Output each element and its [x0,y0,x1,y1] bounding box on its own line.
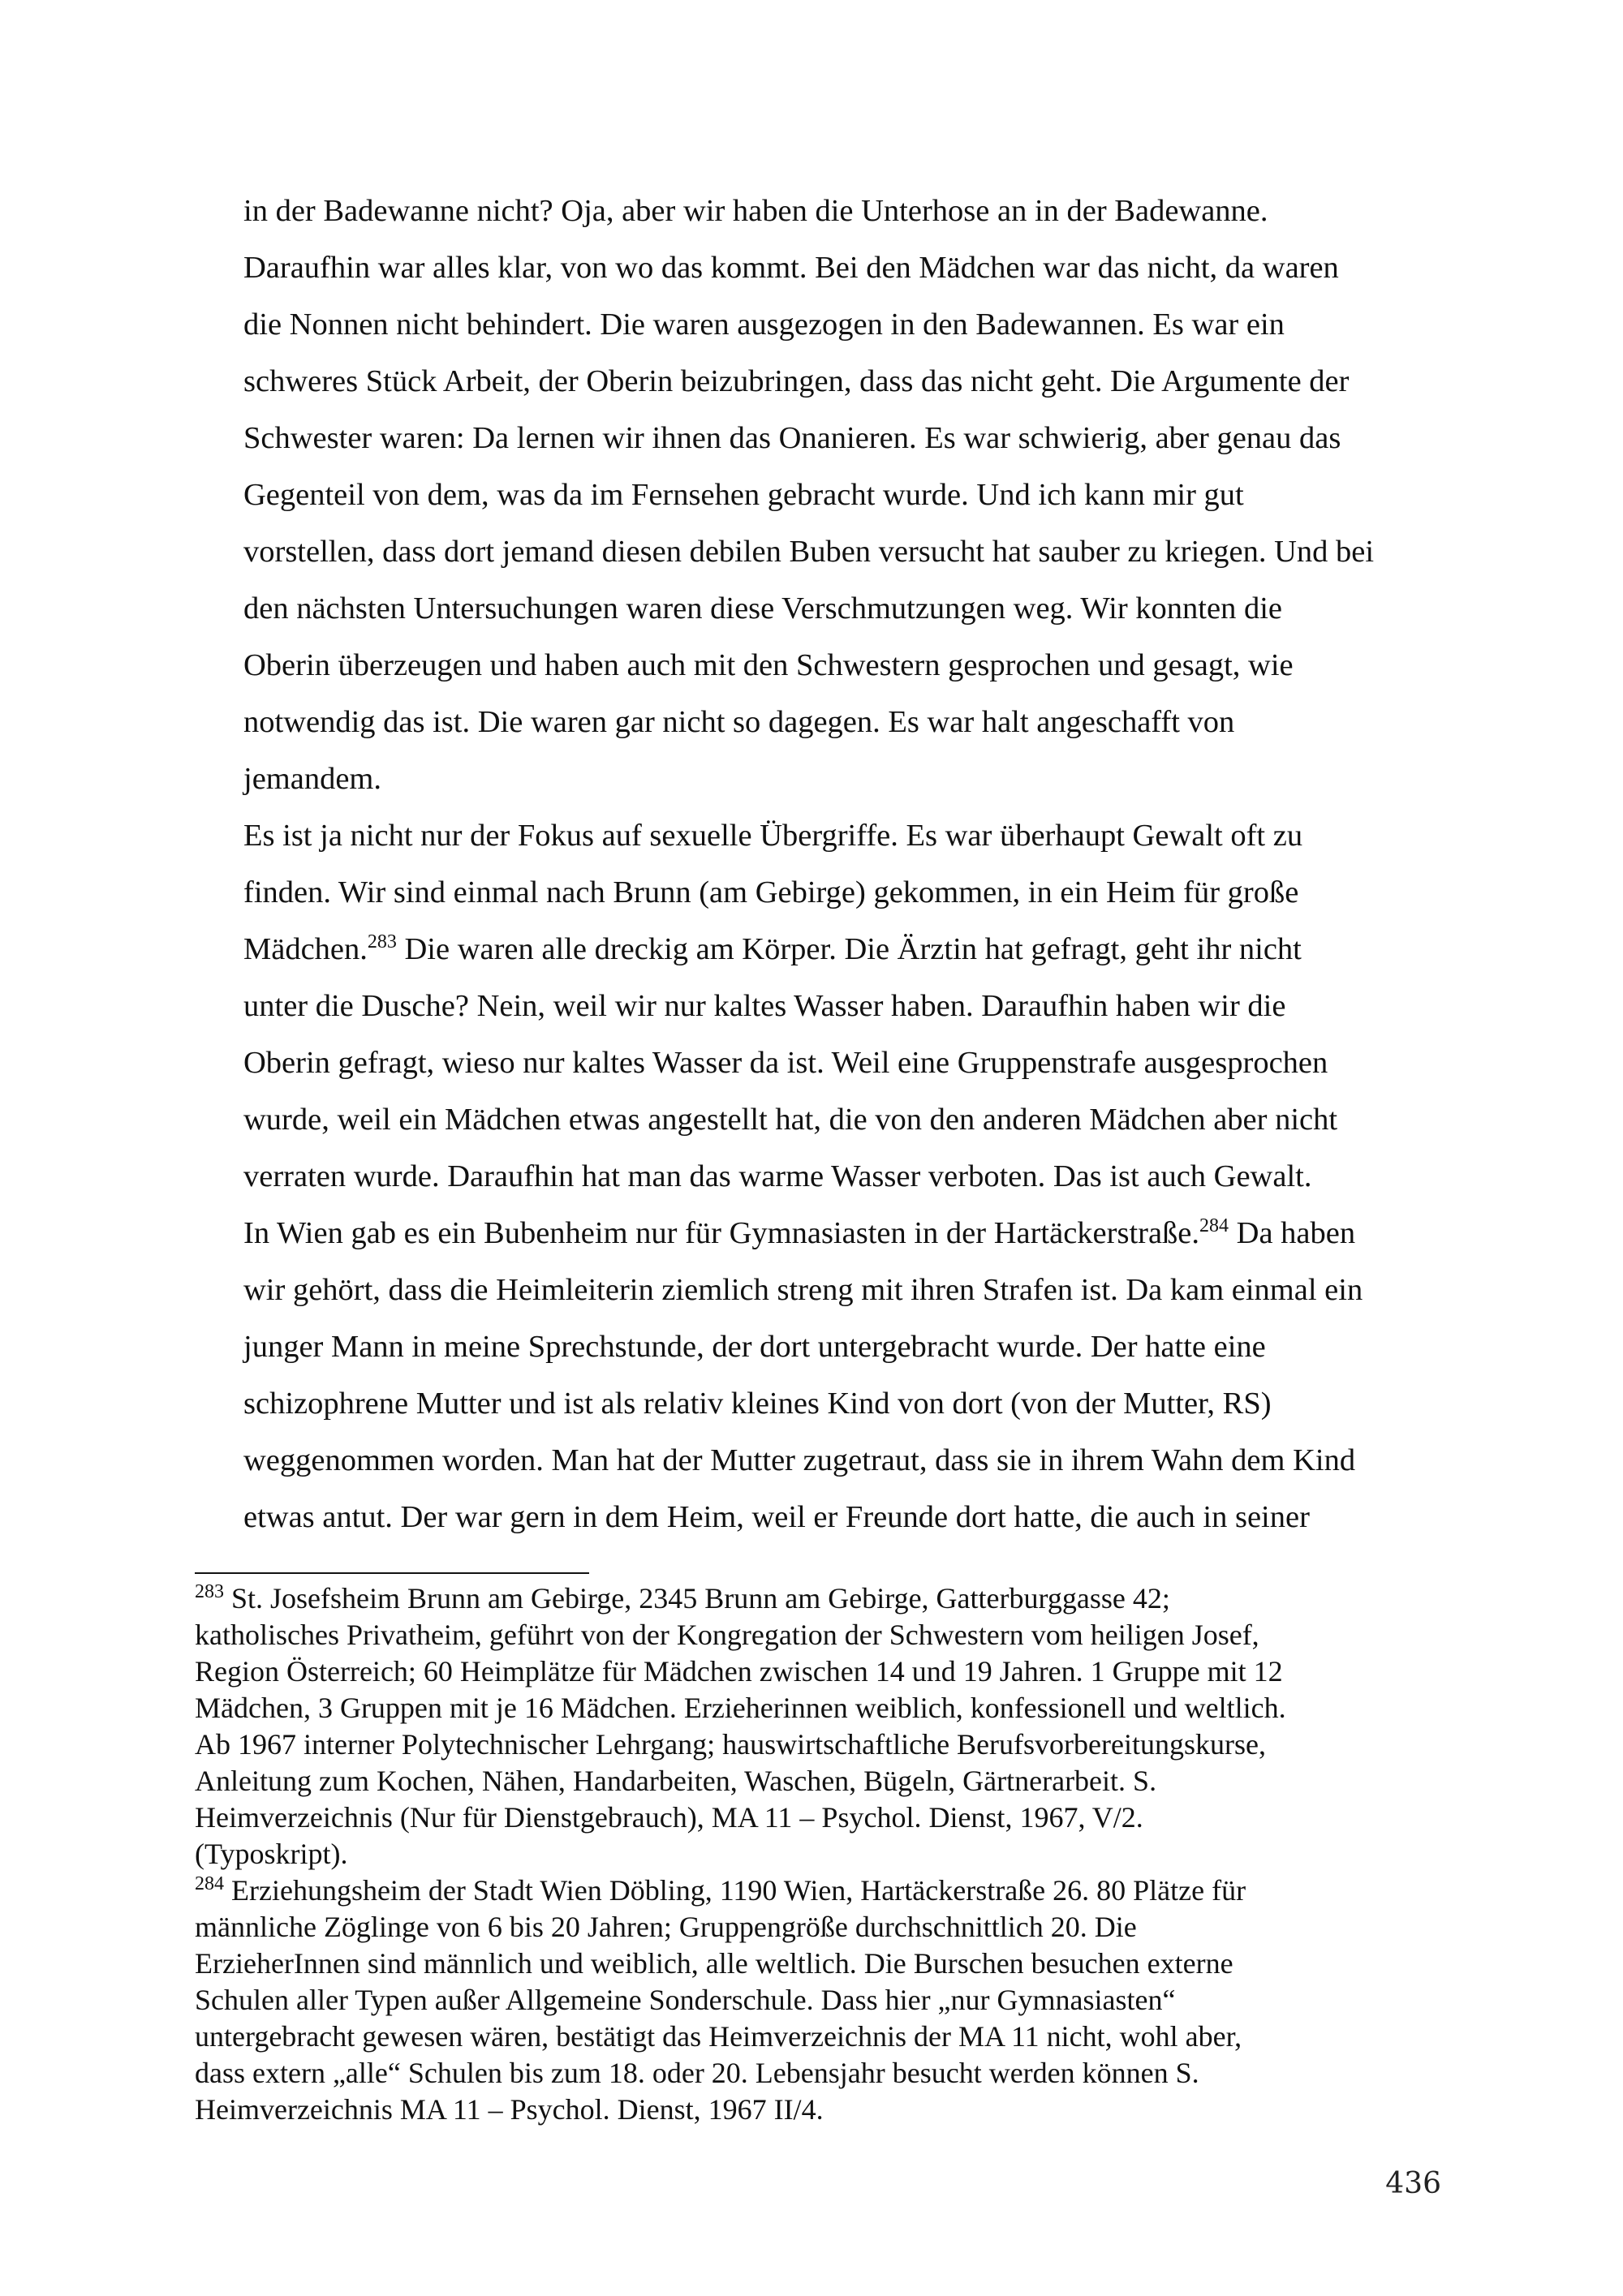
footnote-ref-283[interactable]: 283 [367,931,397,952]
body-line: schizophrene Mutter und ist als relativ kleines Kind von dort (von der Mutter, RS) [243,1387,1272,1421]
footnote-line: Ab 1967 interner Polytechnischer Lehrgang; hauswirtschaftliche Berufsvorbereitungskurse, [195,1728,1266,1761]
footnote-line: Anleitung zum Kochen, Nähen, Handarbeiten, Waschen, Bügeln, Gärtnerarbeit. S. [195,1765,1157,1797]
footnote-line: Schulen aller Typen außer Allgemeine Sonderschule. Dass hier „nur Gymnasiasten“ [195,1984,1176,2016]
body-text [243,183,1444,1546]
body-line-text: Die waren alle dreckig am Körper. Die Ärztin hat gefragt, geht ihr nicht [396,932,1302,966]
footnote-text: Erziehungsheim der Stadt Wien Döbling, 1190 Wien, Hartäckerstraße 26. 80 Plätze für [224,1874,1246,1907]
body-line: schweres Stück Arbeit, der Oberin beizubringen, dass das nicht geht. Die Argumente der [243,364,1350,398]
body-line-text: Mädchen. [243,932,368,966]
footnote-line: Heimverzeichnis (Nur für Dienstgebrauch), MA 11 – Psychol. Dienst, 1967, V/2. [195,1801,1143,1834]
footnote-line: Heimverzeichnis MA 11 – Psychol. Dienst, 1967 II/4. [195,2093,824,2126]
footnote-ref-284[interactable]: 284 [1199,1215,1229,1236]
footnote-separator [195,1572,589,1574]
body-line: den nächsten Untersuchungen waren diese Verschmutzungen weg. Wir konnten die [243,591,1282,626]
footnote-line: dass extern „alle“ Schulen bis zum 18. oder 20. Lebensjahr besucht werden können S. [195,2057,1199,2089]
footnote-284 [195,1872,1461,2128]
body-line: wurde, weil ein Mädchen etwas angestellt hat, die von den anderen Mädchen aber nicht [243,1103,1338,1137]
body-line: notwendig das ist. Die waren gar nicht so dagegen. Es war halt angeschafft von [243,705,1235,739]
body-line: unter die Dusche? Nein, weil wir nur kaltes Wasser haben. Daraufhin haben wir die [243,989,1286,1023]
body-line-text: In Wien gab es ein Bubenheim nur für Gymnasiasten in der Hartäckerstraße. [243,1216,1200,1250]
body-line: Schwester waren: Da lernen wir ihnen das Onanieren. Es war schwierig, aber genau das [243,421,1341,455]
body-line: wir gehört, dass die Heimleiterin ziemlich streng mit ihren Strafen ist. Da kam einmal ein [243,1273,1363,1307]
body-line: junger Mann in meine Sprechstunde, der dort untergebracht wurde. Der hatte eine [243,1330,1266,1364]
footnote-number: 283 [195,1581,224,1602]
body-line-with-footnote-ref [243,921,1444,978]
footnote-text: St. Josefsheim Brunn am Gebirge, 2345 Brunn am Gebirge, Gatterburggasse 42; [224,1582,1170,1615]
body-line: Oberin gefragt, wieso nur kaltes Wasser da ist. Weil eine Gruppenstrafe ausgesprochen [243,1046,1328,1080]
body-line: in der Badewanne nicht? Oja, aber wir haben die Unterhose an in der Badewanne. [243,194,1268,228]
body-line: vorstellen, dass dort jemand diesen debilen Buben versucht hat sauber zu kriegen. Und bei [243,535,1375,569]
body-line-with-footnote-ref [243,1205,1444,1262]
footnote-line: katholisches Privatheim, geführt von der Kongregation der Schwestern vom heiligen Josef, [195,1619,1259,1651]
footnote-line: (Typoskript). [195,1838,348,1870]
body-line: die Nonnen nicht behindert. Die waren ausgezogen in den Badewannen. Es war ein [243,307,1285,342]
body-line: finden. Wir sind einmal nach Brunn (am Gebirge) gekommen, in ein Heim für große [243,875,1299,909]
body-line: weggenommen worden. Man hat der Mutter zugetraut, dass sie in ihrem Wahn dem Kind [243,1443,1356,1477]
footnote-line: untergebracht gewesen wären, bestätigt das Heimverzeichnis der MA 11 nicht, wohl aber, [195,2020,1242,2053]
footnote-line: Region Österreich; 60 Heimplätze für Mädchen zwischen 14 und 19 Jahren. 1 Gruppe mit 12 [195,1655,1283,1688]
page-number: 436 [1385,2167,1441,2200]
body-line: jemandem. [243,762,381,796]
body-line: Oberin überzeugen und haben auch mit den Schwestern gesprochen und gesagt, wie [243,648,1294,682]
body-line: Es ist ja nicht nur der Fokus auf sexuelle Übergriffe. Es war überhaupt Gewalt oft zu [243,819,1303,853]
footnote-line [195,1872,1461,1909]
body-line: etwas antut. Der war gern in dem Heim, weil er Freunde dort hatte, die auch in seiner [243,1500,1310,1534]
footnote-number: 284 [195,1873,224,1894]
footnote-283 [195,1580,1461,1872]
footnote-line: Mädchen, 3 Gruppen mit je 16 Mädchen. Erzieherinnen weiblich, konfessionell und weltlich. [195,1692,1286,1724]
footnote-line: männliche Zöglinge von 6 bis 20 Jahren; Gruppengröße durchschnittlich 20. Die [195,1911,1137,1943]
body-line: verraten wurde. Daraufhin hat man das warme Wasser verboten. Das ist auch Gewalt. [243,1159,1312,1193]
body-line-text: Da haben [1229,1216,1356,1250]
footnote-line: ErzieherInnen sind männlich und weiblich, alle weltlich. Die Burschen besuchen externe [195,1947,1233,1980]
footnote-line [195,1580,1461,1617]
body-line: Gegenteil von dem, was da im Fernsehen gebracht wurde. Und ich kann mir gut [243,478,1244,512]
footnotes [195,1580,1461,2128]
body-line: Daraufhin war alles klar, von wo das kommt. Bei den Mädchen war das nicht, da waren [243,251,1339,285]
